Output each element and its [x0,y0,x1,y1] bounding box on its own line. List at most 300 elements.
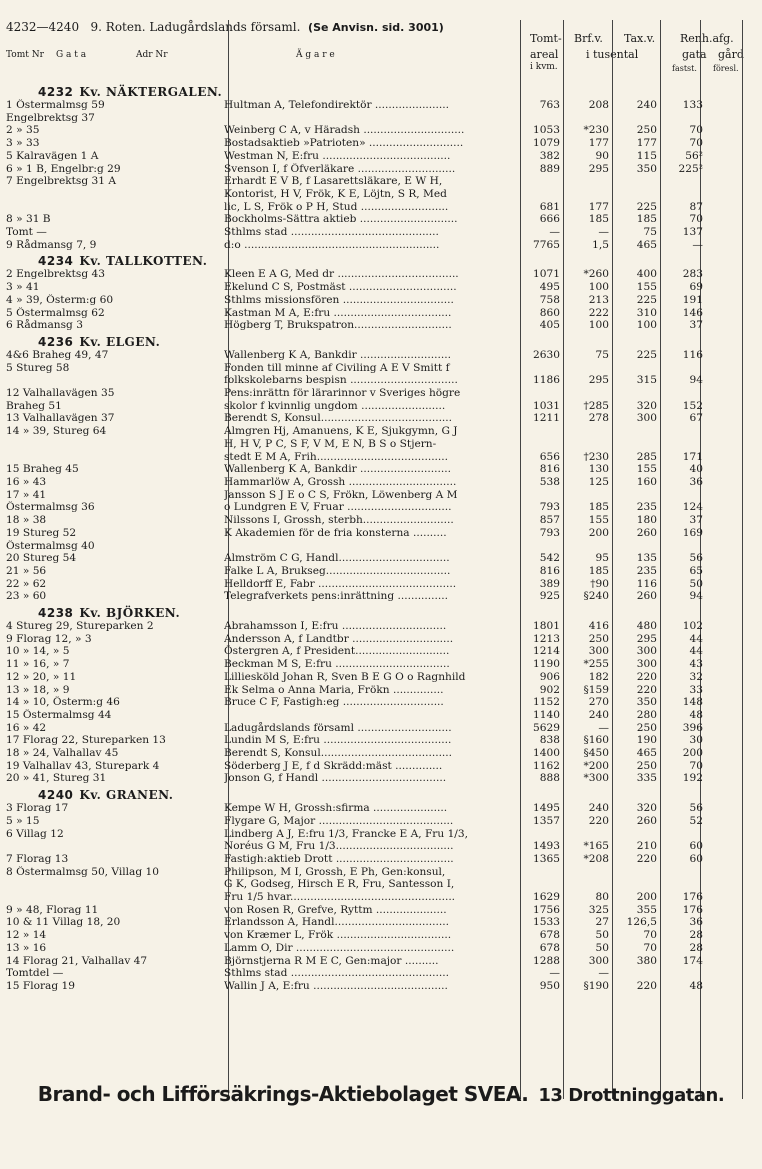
street-fee: 94 [689,374,703,387]
street-fee: 44 [689,632,703,645]
table-row [6,828,756,841]
tax-value: 250 [636,721,657,734]
property-address: 18 » 38 [6,514,47,527]
street-fee: 67 [689,412,703,425]
property-address: 21 » 56 [6,564,47,577]
table-row [6,387,756,400]
tax-value: 300 [636,412,657,425]
table-row [6,916,756,929]
tax-value: 240 [636,99,657,111]
property-address: Engelbrektsg 37 [6,111,95,124]
property-address: 10 & 11 Villag 18, 20 [6,916,121,929]
tax-value: 155 [636,463,657,476]
property-address: 12 Valhallavägen 35 [6,387,115,400]
tax-value: 235 [636,564,657,577]
owner-name: Wallenberg K A, Bankdir ........................... [224,463,451,476]
table-row [6,840,756,853]
property-address: 23 » 60 [6,590,47,603]
area-value: 7765 [533,238,560,251]
brf-value: 185 [588,213,609,226]
area-value: 857 [539,514,560,527]
block-title: Kv. GRANEN. [79,788,174,803]
table-row [6,552,756,565]
area-value: 678 [539,941,560,954]
col-tax: Tax.v. [624,32,656,45]
street-fee: 69 [689,281,703,294]
street-fee: 44 [689,645,703,658]
property-address: 17 » 41 [6,488,47,501]
block-number: 4234 [38,254,74,269]
street-fee: 137 [682,226,703,239]
owner-name: Helldorff E, Fabr ......................................... [224,577,457,590]
table-row [6,815,756,828]
property-address: 12 » 20, » 11 [6,670,77,683]
owner-name: Ek Selma o Anna Maria, Frökn ............... [224,683,444,696]
owner-name: G K, Godseg, Hirsch E R, Fru, Santesson I, [224,878,455,891]
property-address: 5 Stureg 58 [6,361,70,374]
street-fee: 102 [682,620,703,633]
brf-value: 300 [588,954,609,967]
brf-value: †230 [583,450,609,463]
property-address: 4 » 39, Österm:g 60 [6,293,114,306]
street-fee: 60 [689,852,703,865]
area-value: 405 [539,319,560,332]
area-value: 1053 [533,124,560,137]
street-fee: 40 [689,463,703,476]
street-fee: 52 [689,814,703,827]
advertisement-footer [0,1082,762,1106]
table-row [6,451,756,464]
tax-value: 200 [636,891,657,904]
street-fee: 32 [689,670,703,683]
owner-name: Söderberg J E, f d Skrädd:mäst .............. [224,759,443,772]
street-fee: 169 [682,526,703,539]
owner-name: Weinberg C A, v Häradsh .............................. [224,124,465,137]
property-address: Tomtdel — [6,967,64,980]
street-fee: 94 [689,590,703,603]
insurer-address: 13 Drottninggatan. [538,1085,725,1106]
table-row [6,412,756,425]
property-address: 11 » 16, » 7 [6,658,70,671]
street-fee: 36 [689,475,703,488]
area-value: 816 [539,564,560,577]
table-row [6,734,756,747]
area-value: 1162 [533,759,560,772]
area-value: 838 [539,734,560,747]
block-number: 4238 [38,606,74,621]
area-value: 538 [539,475,560,488]
owner-name: Lilliesköld Johan R, Sven B E G O o Ragnhild [224,670,466,683]
table-row [6,175,756,188]
table-row [6,967,756,980]
tax-value: 220 [636,980,657,992]
property-address: 2 Engelbrektsg 43 [6,268,105,281]
street-fee: 192 [682,772,703,785]
block-number: 4240 [38,788,74,803]
street-fee: 133 [682,99,703,111]
tax-value: 220 [636,852,657,865]
table-row [6,188,756,201]
area-value: 1140 [533,708,560,721]
property-address: 19 Valhallav 43, Sturepark 4 [6,759,160,772]
area-value: 1629 [533,891,560,904]
property-address: 15 Braheg 45 [6,463,79,476]
table-row [6,476,756,489]
brf-value: *230 [583,124,609,137]
property-address: 8 » 31 B [6,213,51,226]
street-fee: 30 [689,734,703,747]
area-value: 495 [539,281,560,294]
owner-name: Sthlms stad ............................................ [224,226,439,239]
table-row [6,878,756,891]
table-row [6,150,756,163]
table-row [6,319,756,332]
tax-value: 250 [636,759,657,772]
brf-value: 220 [588,814,609,827]
owner-name: Lindberg A J, E:fru 1/3, Francke E A, Fru 1/3, [224,827,468,840]
col-gard-afg: gård [718,48,744,61]
col-areal: areal [530,48,559,61]
brf-value: 75 [595,348,609,361]
table-row [6,578,756,591]
street-fee: 176 [682,903,703,916]
street-fee: 225² [678,162,703,175]
owner-name: Nilssons I, Grossh, sterbh........................... [224,514,454,527]
property-address: 13 » 16 [6,941,47,954]
table-row [6,633,756,646]
area-value: 816 [539,463,560,476]
owner-name: Falke L A, Brukseg..................................... [224,564,451,577]
tax-value: 190 [636,734,657,747]
table-row [6,772,756,785]
property-address: 19 Stureg 52 [6,526,77,539]
owner-name: Jonson G, f Handl ..................................... [224,772,447,785]
owner-name: Kleen E A G, Med dr .................................... [224,268,459,281]
owner-name: d:o .......................................................... [224,238,440,251]
property-address: 10 » 14, » 5 [6,645,70,658]
owner-name: Kastman M A, E:fru ................................... [224,306,452,319]
page-range: 4232—4240 [6,20,80,34]
owner-name: o Lundgren E V, Fruar ............................... [224,501,452,514]
table-row [6,802,756,815]
table-row [6,891,756,904]
area-value: 1071 [533,268,560,281]
street-fee: 171 [682,450,703,463]
street-fee: 37 [689,514,703,527]
table-row [6,489,756,502]
brf-value: 90 [595,149,609,162]
owner-name: Beckman M S, E:fru .................................. [224,658,450,671]
brf-value: §159 [583,683,609,696]
section-title: 9. Roten. Ladugårdslands församl. [90,20,301,34]
col-brf: Brf.v. [574,32,603,45]
owner-name: Bruce C F, Fastigh:eg .............................. [224,696,444,709]
tax-value: 320 [636,399,657,412]
street-fee: 191 [682,293,703,306]
tax-value: 285 [636,450,657,463]
property-address: 7 Florag 13 [6,852,69,865]
area-value: 1211 [533,412,560,425]
tax-value: 185 [636,213,657,226]
property-address: 15 Florag 19 [6,980,75,992]
header-title-line [6,20,444,34]
brf-value: 177 [588,137,609,150]
property-address: Tomt — [6,226,47,239]
street-fee: 70 [689,759,703,772]
owner-name: Berendt S, Konsul....................................... [224,747,453,760]
brf-value: 295 [588,162,609,175]
table-row [6,514,756,527]
table-row [6,709,756,722]
street-fee: 48 [689,708,703,721]
table-row [6,955,756,968]
street-fee: 65 [689,564,703,577]
owner-name: Lamm O, Dir ............................................... [224,941,455,954]
property-address: 6 » 1 B, Engelbr:g 29 [6,162,121,175]
table-row [6,163,756,176]
table-row [6,696,756,709]
owner-name: Fastigh:aktieb Drott ................................... [224,852,454,865]
table-row [6,658,756,671]
tax-value: 260 [636,814,657,827]
owner-name: Kempe W H, Grossh:sfirma ...................... [224,802,448,815]
col-tusental: i tusental [586,48,639,61]
area-value: 666 [539,213,560,226]
property-address: 5 Östermalmsg 62 [6,306,105,319]
owner-name: Philipson, M I, Grossh, E Ph, Gen:konsul, [224,865,446,878]
table-row [6,760,756,773]
owner-name: Ekelund C S, Postmäst ................................ [224,281,457,294]
property-address: 13 Valhallavägen 37 [6,412,115,425]
table-row [6,527,756,540]
owner-name: Högberg T, Brukspatron............................. [224,319,452,332]
tax-value: 400 [636,268,657,281]
brf-value: 185 [588,501,609,514]
owner-name: K Akademien för de fria konsterna .......... [224,526,447,539]
owner-name: Hammarlöw A, Grossh ................................ [224,475,457,488]
area-value: 1365 [533,852,560,865]
property-address: 14 » 10, Österm:g 46 [6,696,120,709]
col-agare: Ä g a r e [296,50,335,60]
tax-value: 225 [636,348,657,361]
property-address: 15 Östermalmsg 44 [6,708,112,721]
block-title: Kv. ELGEN. [79,334,161,349]
brf-value: — [598,226,609,239]
table-row [6,281,756,294]
area-value: 1400 [533,747,560,760]
brf-value: 222 [588,306,609,319]
brf-value: *260 [583,268,609,281]
owner-name: Telegrafverkets pens:inrättning ............... [224,590,448,603]
block-title: Kv. TALLKOTTEN. [79,254,208,269]
area-value: — [549,967,560,980]
col-tomt-areal: Tomt- [530,32,562,45]
street-fee: 36 [689,916,703,929]
property-address: 8 Östermalmsg 50, Villag 10 [6,865,159,878]
area-value: 1186 [533,374,560,387]
owner-name: von Rosen R, Grefve, Ryttm ..................... [224,903,447,916]
property-address: 9 » 48, Florag 11 [6,903,99,916]
tax-value: 180 [636,514,657,527]
brf-value: 325 [588,903,609,916]
property-address: 3 » 41 [6,281,40,294]
area-value: 1288 [533,954,560,967]
brf-value: §160 [583,734,609,747]
brf-value: 177 [588,200,609,213]
table-row [6,904,756,917]
brf-value: 130 [588,463,609,476]
brf-value: *255 [583,658,609,671]
area-value: 1079 [533,137,560,150]
brf-value: §190 [583,980,609,992]
tax-value: 235 [636,501,657,514]
owner-name: Fonden till minne af Civiling A E V Smitt f [224,361,450,374]
area-value: — [549,226,560,239]
brf-value: 27 [595,916,609,929]
street-fee: 60 [689,840,703,853]
property-address: 3 Florag 17 [6,802,69,815]
brf-value: 80 [595,891,609,904]
owner-name: Bostadsaktieb »Patrioten» ............................ [224,137,464,150]
insurer-name: Brand- och Lifförsäkrings-Aktiebolaget SVEA. [37,1082,529,1106]
property-address: 14 » 39, Stureg 64 [6,425,107,438]
street-fee: 43 [689,658,703,671]
owner-name: Bockholms-Sättra aktieb ............................. [224,213,458,226]
table-row [6,124,756,137]
owner-name: Andersson A, f Landtbr .............................. [224,632,454,645]
owner-name: Kontorist, H V, Frök, K E, Löjtn, S R, Med [224,187,447,200]
block-heading [6,785,756,802]
block-heading [6,251,756,268]
brf-value: 278 [588,412,609,425]
property-address: 2 » 35 [6,124,40,137]
street-fee: — [692,238,703,251]
owner-name: Abrahamsson I, E:fru ............................... [224,620,447,633]
property-address: 22 » 62 [6,577,47,590]
block-heading [6,603,756,620]
property-address: 6 Villag 12 [6,827,64,840]
owner-name: Erhardt E V B, f Lasarettsläkare, E W H, [224,175,443,188]
table-row [6,239,756,252]
street-fee: 174 [682,954,703,967]
tax-value: 380 [636,954,657,967]
table-row [6,565,756,578]
area-value: 763 [539,99,560,111]
area-value: 656 [539,450,560,463]
brf-value: 270 [588,696,609,709]
area-value: 5629 [533,721,560,734]
tax-value: 280 [636,708,657,721]
table-row [6,226,756,239]
owner-name: Erlandsson A, Handl.................................. [224,916,449,929]
area-value: 1152 [533,696,560,709]
owner-name: Berendt S, Konsul....................................... [224,412,453,425]
table-row [6,929,756,942]
tax-value: 135 [636,552,657,565]
brf-value: — [598,967,609,980]
table-row [6,201,756,214]
col-gata: G a t a [56,50,87,60]
table-row [6,866,756,879]
owner-name: von Kræmer L, Frök .................................. [224,929,452,942]
table-row [6,747,756,760]
property-address: Braheg 51 [6,399,62,412]
owner-name: H, H V, P C, S F, V M, E N, B S o Stjern- [224,437,437,450]
brf-value: 416 [588,620,609,633]
area-value: 925 [539,590,560,603]
tax-value: 315 [636,374,657,387]
owner-name: Westman N, E:fru ...................................... [224,149,451,162]
area-value: 1756 [533,903,560,916]
owner-name: Östergren A, f President............................ [224,645,450,658]
tax-value: 320 [636,802,657,815]
table-row [6,540,756,553]
tax-value: 310 [636,306,657,319]
street-fee: 146 [682,306,703,319]
area-value: 1533 [533,916,560,929]
street-fee: 396 [682,721,703,734]
column-labels-right [520,12,756,82]
tax-value: 350 [636,696,657,709]
owner-name: Hultman A, Telefondirektör ...................... [224,99,450,111]
brf-value: 200 [588,526,609,539]
table-row [6,980,756,993]
owner-name: Almgren Hj, Amanuens, K E, Sjukgymn, G J [224,425,458,438]
tax-value: 115 [636,149,657,162]
brf-value: 240 [588,708,609,721]
property-address: 4&6 Braheg 49, 47 [6,348,109,361]
brf-value: 185 [588,564,609,577]
reference-note: (Se Anvisn. sid. 3001) [308,21,444,34]
col-tomt-nr: Tomt Nr [6,50,44,60]
area-value: 793 [539,501,560,514]
street-fee: 200 [682,747,703,760]
table-row [6,362,756,375]
street-fee: 283 [682,268,703,281]
street-fee: 152 [682,399,703,412]
street-fee: 70 [689,213,703,226]
area-value: 1495 [533,802,560,815]
tax-value: 300 [636,658,657,671]
street-fee: 148 [682,696,703,709]
brf-value: *165 [583,840,609,853]
street-fee: 87 [689,200,703,213]
area-value: 2630 [533,348,560,361]
property-address: 5 » 15 [6,814,40,827]
brf-value: *200 [583,759,609,772]
owner-name: Noréus G M, Fru 1/3................................... [224,840,454,853]
property-address: 4 Stureg 29, Stureparken 2 [6,620,154,633]
brf-value: §450 [583,747,609,760]
col-fastst: fastst. [672,64,697,73]
property-address: 17 Florag 22, Stureparken 13 [6,734,166,747]
col-adr-nr: Adr Nr [136,50,168,60]
tax-value: 75 [643,226,657,239]
area-value: 793 [539,526,560,539]
brf-value: 100 [588,281,609,294]
block-number: 4236 [38,334,74,349]
property-address: 14 Florag 21, Valhallav 47 [6,954,148,967]
owner-name: Svenson I, f Öfverläkare ............................. [224,162,456,175]
street-fee: 116 [682,348,703,361]
area-value: 758 [539,293,560,306]
property-address: 3 » 33 [6,137,40,150]
brf-value: 100 [588,319,609,332]
tax-value: 220 [636,670,657,683]
area-value: 1031 [533,399,560,412]
block-title: Kv. BJÖRKEN. [79,606,181,621]
owner-name: Pens:inrättn för lärarinnor v Sveriges högre [224,387,461,400]
